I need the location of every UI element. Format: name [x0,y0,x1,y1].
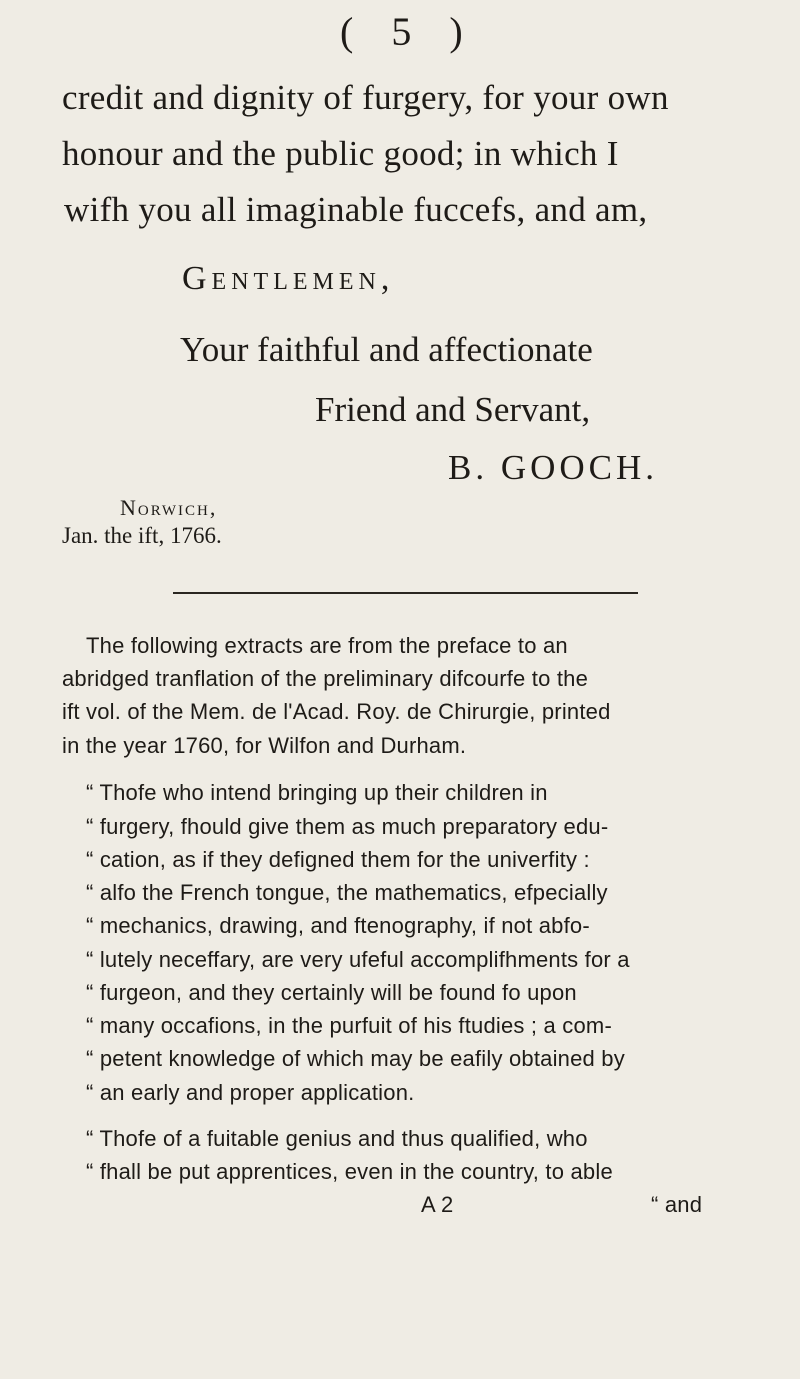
quote2-line-1: “ Thofe of a fuitable genius and thus qualified, who [86,1126,588,1151]
catchword: “ and [651,1192,703,1217]
salutation: Gentlemen, [182,260,395,297]
place-line: Norwich, [120,495,218,520]
quote1-line-8: “ many occafions, in the purfuit of his ftudies ; a com- [86,1013,612,1038]
quote2-line-2: “ fhall be put apprentices, even in the country, to able [86,1159,613,1184]
section-divider [173,592,638,594]
quote1-line-7: “ furgeon, and they certainly will be found fo upon [86,980,577,1005]
quote1-line-1: “ Thofe who intend bringing up their children in [86,780,548,805]
quote1-line-5: “ mechanics, drawing, and ftenography, if not abfo- [86,913,590,938]
letter-line-1: credit and dignity of furgery, for your own [62,78,669,117]
signature-mark: A 2 [421,1192,454,1217]
signature: B. GOOCH. [448,448,659,487]
closing-line-1: Your faithful and affectionate [180,330,593,369]
quote1-line-2: “ furgery, fhould give them as much preparatory edu- [86,814,609,839]
quote1-line-10: “ an early and proper application. [86,1080,415,1105]
intro-line-1: The following extracts are from the preface to an [86,633,568,658]
intro-line-3: ift vol. of the Mem. de l'Acad. Roy. de Chirurgie, printed [62,699,611,724]
intro-line-4: in the year 1760, for Wilfon and Durham. [62,733,467,758]
date-line: Jan. the ift, 1766. [62,523,222,548]
letter-line-2: honour and the public good; in which I [62,134,619,173]
page-number: ( 5 ) [340,9,477,54]
quote1-line-6: “ lutely neceffary, are very ufeful accomplifhments for a [86,947,630,972]
quote1-line-4: “ alfo the French tongue, the mathematics, efpecially [86,880,608,905]
letter-line-3: wifh you all imaginable fuccefs, and am, [64,190,648,229]
footer-line [0,1192,800,1226]
quote1-line-3: “ cation, as if they defigned them for the univerfity : [86,847,590,872]
intro-line-2: abridged tranflation of the preliminary difcourfe to the [62,666,589,691]
quote1-line-9: “ petent knowledge of which may be eafily obtained by [86,1046,625,1071]
closing-line-2: Friend and Servant, [315,390,591,429]
